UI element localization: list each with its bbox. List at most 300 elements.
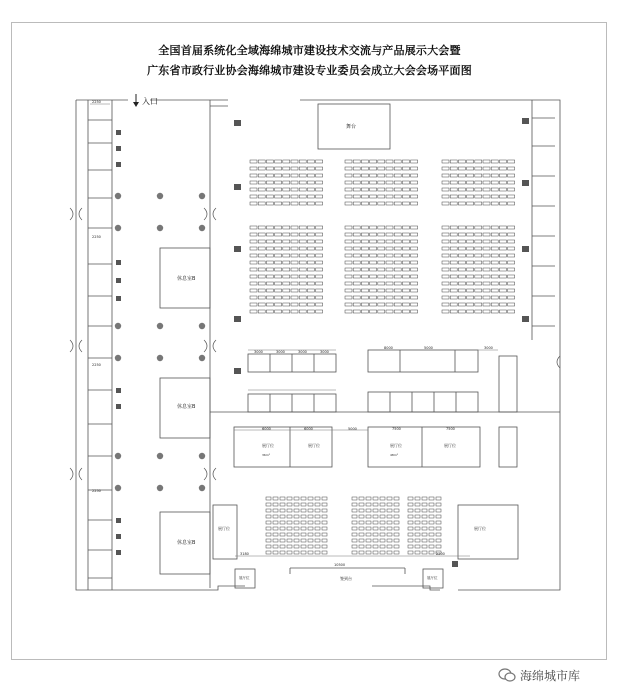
seat	[508, 233, 515, 236]
seat	[299, 174, 306, 177]
seat	[394, 551, 399, 554]
seat	[411, 275, 418, 278]
seat	[415, 521, 420, 524]
seat	[287, 527, 292, 530]
seat	[275, 160, 282, 163]
seat	[411, 282, 418, 285]
seat	[345, 261, 352, 264]
seat	[280, 497, 285, 500]
seat	[352, 515, 357, 518]
seat	[491, 160, 498, 163]
seat	[266, 202, 273, 205]
seat	[299, 247, 306, 250]
seat	[402, 202, 409, 205]
seat	[258, 160, 265, 163]
seat	[411, 247, 418, 250]
seat	[258, 247, 265, 250]
dim-label: 3000	[484, 346, 493, 350]
seat	[380, 533, 385, 536]
seat	[370, 282, 377, 285]
seat	[373, 503, 378, 506]
seat	[386, 254, 393, 257]
seat	[266, 296, 273, 299]
seat	[291, 247, 298, 250]
seat	[370, 303, 377, 306]
seat	[370, 254, 377, 257]
seat	[378, 240, 385, 243]
grey-square	[116, 404, 121, 409]
seat	[491, 303, 498, 306]
seat	[307, 268, 314, 271]
seat	[394, 503, 399, 506]
seat	[442, 181, 449, 184]
seat	[402, 240, 409, 243]
seat	[361, 181, 368, 184]
seat	[258, 282, 265, 285]
seat	[508, 167, 515, 170]
seat	[386, 282, 393, 285]
seat	[291, 174, 298, 177]
seat	[283, 275, 290, 278]
seat	[280, 509, 285, 512]
seat	[394, 167, 401, 170]
seat	[450, 296, 457, 299]
seat	[394, 254, 401, 257]
seat	[415, 539, 420, 542]
seat	[508, 275, 515, 278]
seat	[378, 202, 385, 205]
seat	[394, 226, 401, 229]
seat	[429, 503, 434, 506]
seat	[280, 521, 285, 524]
grey-square	[234, 368, 241, 374]
seat	[394, 160, 401, 163]
seat	[436, 503, 441, 506]
seat	[491, 233, 498, 236]
seat	[483, 247, 490, 250]
large-booth-3-area: 48m²	[390, 453, 398, 457]
seat	[436, 527, 441, 530]
seat	[467, 167, 474, 170]
seat	[408, 515, 413, 518]
seat	[301, 539, 306, 542]
seat	[258, 289, 265, 292]
seat	[475, 233, 482, 236]
seat	[475, 296, 482, 299]
seat	[450, 268, 457, 271]
seat	[483, 174, 490, 177]
large-booth-2-label: 展厅位	[308, 443, 320, 448]
grey-square	[234, 184, 241, 190]
seat	[345, 174, 352, 177]
seat	[250, 240, 257, 243]
seat	[442, 254, 449, 257]
seat	[450, 174, 457, 177]
seat	[373, 521, 378, 524]
seat	[366, 533, 371, 536]
seat	[250, 181, 257, 184]
seat	[436, 515, 441, 518]
seat	[250, 233, 257, 236]
seat	[299, 289, 306, 292]
seat	[408, 497, 413, 500]
seat	[299, 310, 306, 313]
pillar	[115, 225, 121, 231]
grey-square	[116, 130, 121, 135]
seat	[475, 240, 482, 243]
seat	[394, 240, 401, 243]
seat	[316, 268, 323, 271]
seat	[275, 303, 282, 306]
seat	[467, 261, 474, 264]
seat	[294, 527, 299, 530]
seat	[291, 181, 298, 184]
seat	[345, 268, 352, 271]
seat	[307, 310, 314, 313]
seat	[491, 188, 498, 191]
seat	[467, 160, 474, 163]
seat	[408, 533, 413, 536]
seat	[258, 310, 265, 313]
seat	[273, 515, 278, 518]
seat	[467, 254, 474, 257]
seat	[301, 515, 306, 518]
seat	[291, 310, 298, 313]
seat	[467, 233, 474, 236]
seat	[353, 202, 360, 205]
seat	[299, 195, 306, 198]
seat	[301, 503, 306, 506]
seat	[394, 282, 401, 285]
seat	[273, 521, 278, 524]
seat	[394, 527, 399, 530]
seat	[467, 195, 474, 198]
seat	[301, 509, 306, 512]
seat	[266, 275, 273, 278]
seat	[483, 188, 490, 191]
seat	[378, 296, 385, 299]
seat	[316, 282, 323, 285]
seat	[366, 527, 371, 530]
seat	[378, 268, 385, 271]
seat	[373, 533, 378, 536]
seat	[386, 174, 393, 177]
seat	[294, 515, 299, 518]
seat	[467, 289, 474, 292]
seat	[315, 533, 320, 536]
seat	[378, 181, 385, 184]
seat	[402, 261, 409, 264]
seat	[266, 240, 273, 243]
seat	[386, 167, 393, 170]
seat	[499, 275, 506, 278]
seat	[273, 509, 278, 512]
seat	[322, 551, 327, 554]
seat	[380, 527, 385, 530]
seat	[373, 527, 378, 530]
seat	[370, 233, 377, 236]
seat	[322, 509, 327, 512]
seat	[291, 296, 298, 299]
seat	[442, 261, 449, 264]
seat	[458, 261, 465, 264]
pillar	[115, 453, 121, 459]
seat	[402, 310, 409, 313]
seat	[366, 521, 371, 524]
seat	[316, 289, 323, 292]
seat	[280, 533, 285, 536]
seat	[378, 282, 385, 285]
seat	[345, 310, 352, 313]
seat	[450, 275, 457, 278]
seat	[387, 503, 392, 506]
pillar	[157, 355, 163, 361]
entrance-label: 入口	[142, 97, 158, 106]
seat	[315, 503, 320, 506]
seat	[380, 545, 385, 548]
seat	[345, 202, 352, 205]
seat	[345, 181, 352, 184]
seat	[475, 261, 482, 264]
seat	[422, 509, 427, 512]
pillar	[199, 485, 205, 491]
seat	[283, 240, 290, 243]
seat	[491, 167, 498, 170]
grey-square	[522, 246, 529, 252]
side-table-label: 签到台	[340, 576, 352, 581]
seat	[436, 545, 441, 548]
seat	[307, 160, 314, 163]
seat	[499, 167, 506, 170]
seat	[283, 268, 290, 271]
seat	[387, 539, 392, 542]
seat	[429, 515, 434, 518]
dim-label: 3000	[276, 350, 285, 354]
dim-label: 3000	[298, 350, 307, 354]
seat	[458, 310, 465, 313]
seat	[283, 310, 290, 313]
seat	[308, 545, 313, 548]
seat	[266, 226, 273, 229]
seat	[345, 254, 352, 257]
seat	[322, 497, 327, 500]
seat	[491, 174, 498, 177]
seat	[499, 202, 506, 205]
seat	[386, 296, 393, 299]
seat	[370, 240, 377, 243]
seat	[508, 254, 515, 257]
seat	[442, 167, 449, 170]
dim-label: 7500	[392, 427, 401, 431]
seat	[361, 268, 368, 271]
seat	[250, 160, 257, 163]
seat	[491, 202, 498, 205]
seat	[402, 167, 409, 170]
seat	[450, 202, 457, 205]
seat	[353, 282, 360, 285]
seat	[345, 303, 352, 306]
grey-square	[116, 278, 121, 283]
seat	[291, 261, 298, 264]
seat	[316, 181, 323, 184]
seat	[366, 503, 371, 506]
seat	[361, 275, 368, 278]
seat	[359, 497, 364, 500]
seat	[491, 282, 498, 285]
seat	[467, 310, 474, 313]
seat	[283, 261, 290, 264]
seat	[450, 282, 457, 285]
seat	[483, 160, 490, 163]
seat	[508, 174, 515, 177]
seat	[458, 268, 465, 271]
seat	[508, 181, 515, 184]
seat	[491, 195, 498, 198]
seat	[250, 226, 257, 229]
seat	[402, 268, 409, 271]
seat	[402, 282, 409, 285]
seat	[458, 167, 465, 170]
seat	[450, 289, 457, 292]
seat	[275, 275, 282, 278]
dim-label: 5000	[348, 427, 357, 431]
seat	[450, 167, 457, 170]
seat	[408, 551, 413, 554]
seat	[402, 275, 409, 278]
seat	[387, 515, 392, 518]
seat	[411, 174, 418, 177]
seat	[411, 167, 418, 170]
seat	[353, 310, 360, 313]
seat	[299, 167, 306, 170]
seat	[378, 195, 385, 198]
seat	[483, 240, 490, 243]
seat	[250, 310, 257, 313]
grey-square	[522, 118, 529, 124]
seat	[266, 268, 273, 271]
seat	[499, 310, 506, 313]
seat	[361, 282, 368, 285]
seat	[442, 226, 449, 229]
seat	[266, 181, 273, 184]
seat	[275, 254, 282, 257]
seat	[370, 202, 377, 205]
seat	[280, 545, 285, 548]
seat	[307, 195, 314, 198]
seat	[308, 527, 313, 530]
large-booth-1-area: 36m²	[262, 453, 270, 457]
seat	[291, 167, 298, 170]
seat	[258, 296, 265, 299]
seat	[283, 289, 290, 292]
seat	[275, 188, 282, 191]
seat	[258, 303, 265, 306]
seat	[266, 195, 273, 198]
seat	[275, 181, 282, 184]
seat	[359, 503, 364, 506]
watermark-text: 海绵城市库	[520, 668, 581, 683]
seat	[373, 545, 378, 548]
seat	[283, 167, 290, 170]
seat	[442, 240, 449, 243]
seat	[475, 160, 482, 163]
seat	[467, 303, 474, 306]
seat	[450, 310, 457, 313]
seat	[394, 268, 401, 271]
seat	[361, 310, 368, 313]
dim-label: 3000	[254, 350, 263, 354]
seat	[394, 303, 401, 306]
seat	[467, 268, 474, 271]
seat	[353, 275, 360, 278]
seat	[266, 310, 273, 313]
seat	[458, 195, 465, 198]
seat	[273, 527, 278, 530]
seat	[359, 527, 364, 530]
seat	[250, 195, 257, 198]
seat	[394, 533, 399, 536]
watermark	[498, 664, 613, 686]
seat	[283, 226, 290, 229]
seat	[422, 533, 427, 536]
seat	[361, 303, 368, 306]
seat	[299, 261, 306, 264]
seat	[442, 268, 449, 271]
seat	[283, 181, 290, 184]
seat	[361, 202, 368, 205]
seat	[499, 181, 506, 184]
lounge-1-label: 休息室B	[177, 276, 196, 282]
seat	[408, 503, 413, 506]
seat	[380, 539, 385, 542]
seat	[308, 551, 313, 554]
seat	[458, 247, 465, 250]
seat	[499, 195, 506, 198]
seat	[458, 282, 465, 285]
seat	[475, 275, 482, 278]
seat	[491, 296, 498, 299]
seat	[458, 202, 465, 205]
seat	[316, 160, 323, 163]
seat	[370, 289, 377, 292]
stage-label: 舞台	[346, 124, 357, 130]
seat	[250, 303, 257, 306]
seat	[450, 247, 457, 250]
seat	[378, 247, 385, 250]
dim-label: 3000	[320, 350, 329, 354]
seat	[499, 268, 506, 271]
seat	[483, 303, 490, 306]
seat	[307, 188, 314, 191]
seat	[386, 289, 393, 292]
seat	[258, 195, 265, 198]
seat	[491, 275, 498, 278]
lounge-3-label: 休息室B	[177, 540, 196, 546]
seat	[450, 254, 457, 257]
grey-squares-layer	[116, 118, 529, 567]
seat	[387, 533, 392, 536]
seat	[266, 160, 273, 163]
seat	[359, 521, 364, 524]
seat	[508, 188, 515, 191]
seat	[250, 282, 257, 285]
seat	[299, 188, 306, 191]
seat	[483, 282, 490, 285]
seat	[378, 261, 385, 264]
seat	[275, 195, 282, 198]
seat	[467, 247, 474, 250]
seat	[291, 303, 298, 306]
